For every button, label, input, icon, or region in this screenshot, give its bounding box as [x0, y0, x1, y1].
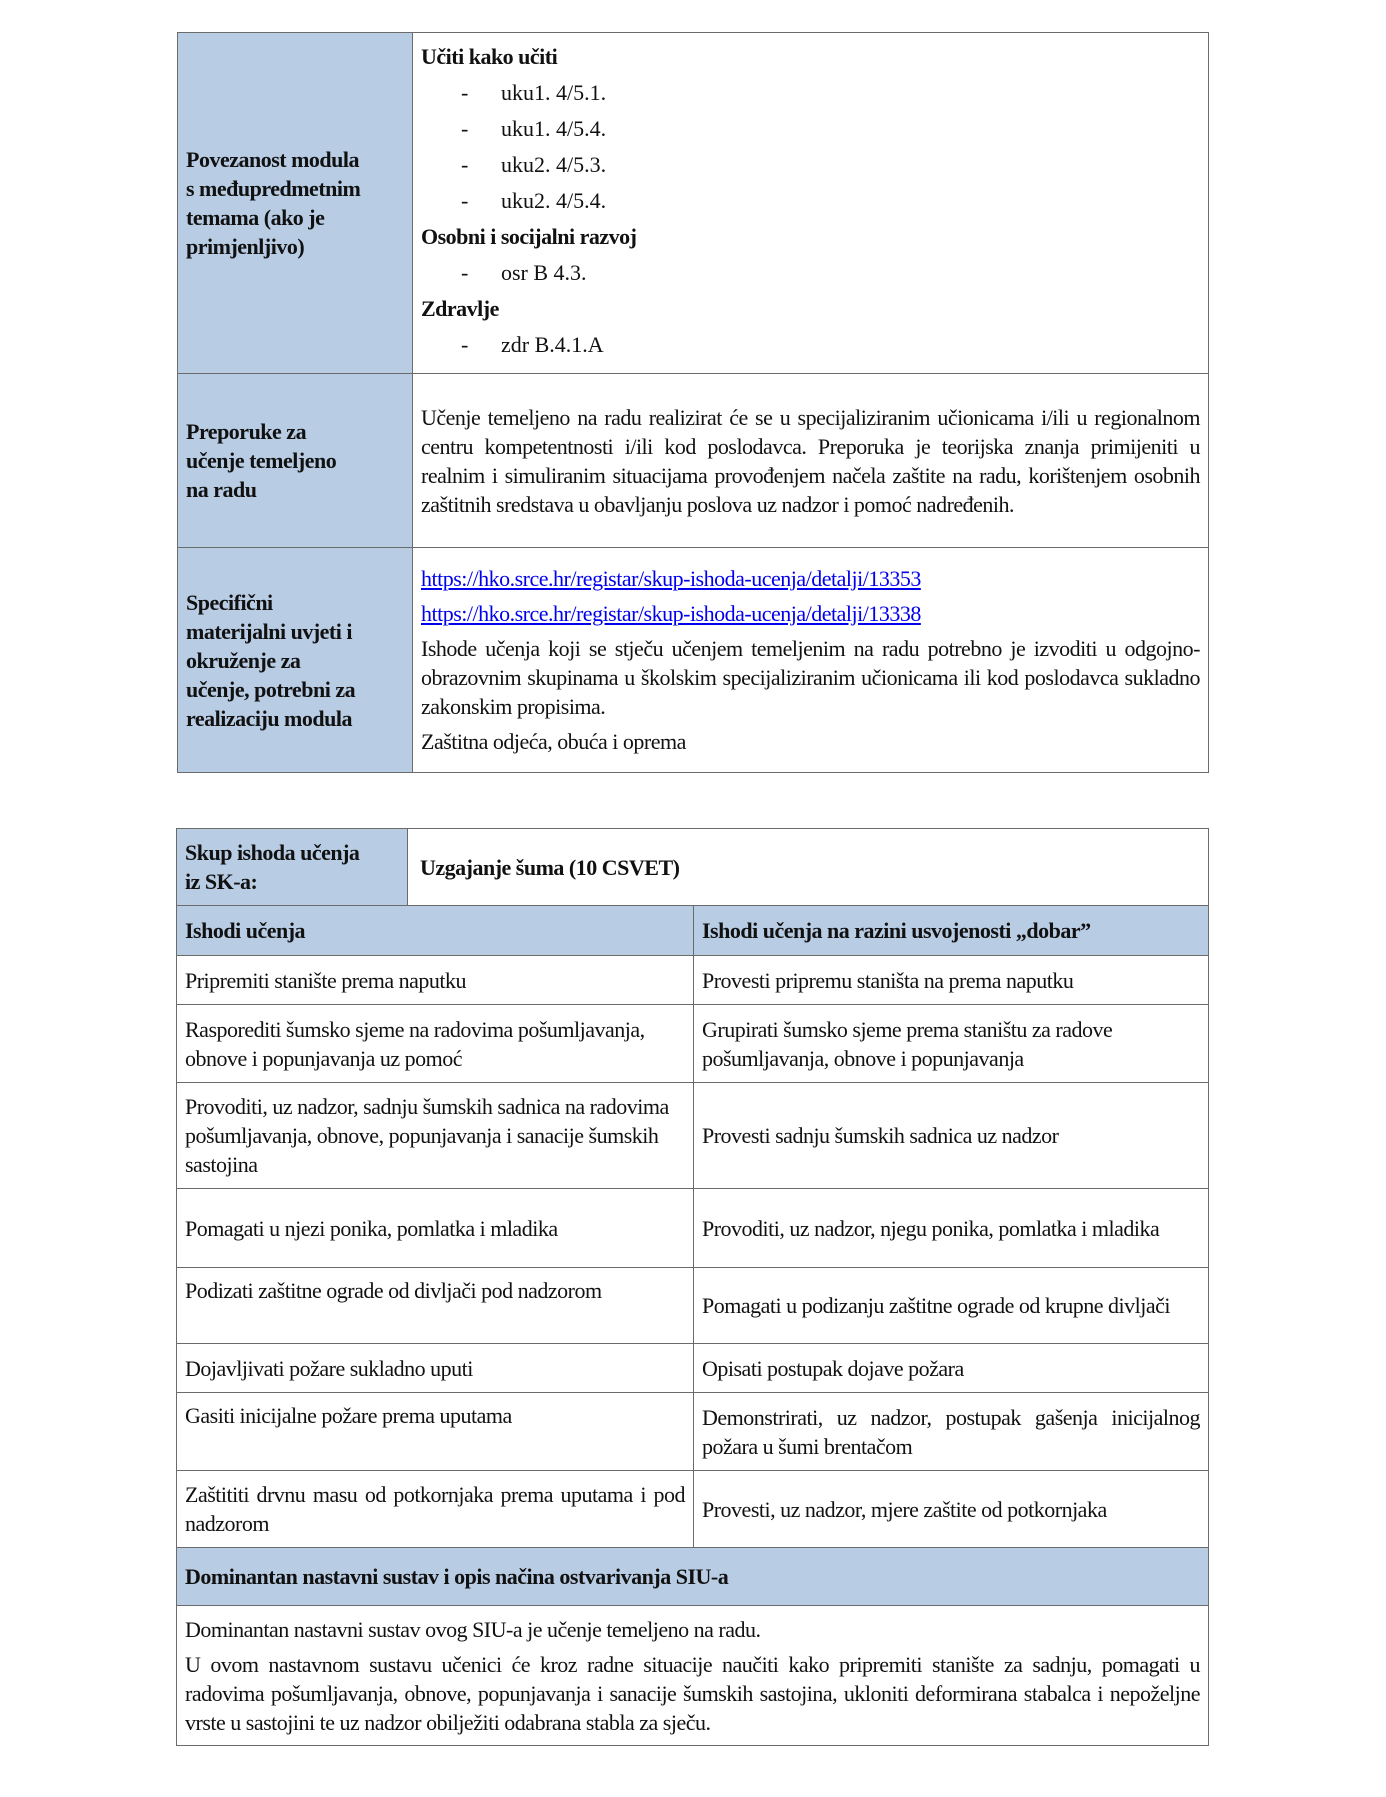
label-line: učenje temeljeno: [186, 448, 337, 473]
bullet-dash: -: [461, 116, 469, 141]
recommendation-text: Učenje temeljeno na radu realizirat će se u specijaliziranim učionicama i/ili u regionalnom centru kompetentnosti i/ili kod poslodavca. Preporuka je teorijska znanja primijeniti u realnim i simuliranim situacijama provođenjem načela zaštite na radu, korištenjem osobnih zaštitnih sredstava u obavljanju poslova uz nadzor i pomoć nadređenih.: [421, 404, 1200, 517]
good-level-cell: [694, 1393, 1209, 1471]
section-paragraph: Dominantan nastavni sustav ovog SIU-a je učenje temeljeno na radu.: [185, 1616, 761, 1642]
header-text: Ishodi učenja: [185, 918, 306, 943]
outcome-cell: [177, 1189, 694, 1268]
good-level-cell: [694, 1005, 1209, 1083]
list-item-text: uku1. 4/5.4.: [501, 116, 607, 141]
group-title: Osobni i socijalni razvoj: [421, 224, 637, 249]
header-outcomes-good-level: [694, 906, 1209, 956]
outcome-text: Rasporediti šumsko sjeme na radovima pošumljavanja, obnove i popunjavanja uz pomoć: [185, 1016, 645, 1071]
outcome-text: Podizati zaštitne ograde od divljači pod nadzorom: [185, 1278, 602, 1303]
table-row: [177, 1471, 1209, 1548]
table-row: [177, 1083, 1209, 1189]
bullet-dash: -: [461, 332, 469, 357]
outcome-cell: [177, 1344, 694, 1393]
material-conditions-content: [413, 548, 1209, 773]
outcome-cell: [177, 1471, 694, 1548]
cross-curricular-content: [413, 33, 1209, 374]
list-item-text: osr B 4.3.: [501, 260, 587, 285]
bullet-dash: -: [461, 188, 469, 213]
good-level-text: Pomagati u podizanju zaštitne ograde od krupne divljači: [702, 1293, 1170, 1318]
label-line: primjenljivo): [186, 234, 305, 259]
good-level-cell: [694, 1083, 1209, 1189]
bullet-dash: -: [461, 80, 469, 105]
label-work-based-learning: [178, 374, 413, 548]
section-header-text: Dominantan nastavni sustav i opis načina ostvarivanja SIU-a: [185, 1564, 729, 1589]
row-material-conditions: [178, 548, 1209, 773]
good-level-cell: [694, 1344, 1209, 1393]
outcome-cell: [177, 1268, 694, 1344]
label-line: učenje, potrebni za: [186, 676, 356, 702]
label-line: Preporuke za: [186, 419, 307, 444]
outcome-text: Provoditi, uz nadzor, sadnju šumskih sadnica na radovima pošumljavanja, obnove, popunjavanja i sanacije šumskih sastojina: [185, 1094, 669, 1177]
good-level-text: Demonstrirati, uz nadzor, postupak gašenja inicijalnog požara u šumi brentačom: [702, 1404, 1201, 1459]
good-level-text: Provesti pripremu staništa na prema naputku: [702, 967, 1074, 993]
row-outcome-set: [177, 829, 1209, 906]
list-item: [421, 327, 1200, 363]
label-line: realizaciju modula: [186, 705, 352, 731]
section-paragraph: U ovom nastavnom sustavu učenici će kroz radne situacije naučiti kako pripremiti stanište za sadnju, pomagati u radovima pošumljavanja, obnove, popunjavanja i sanacije šumskih sastojina, ukloniti deformirana stabalca i nepoželjne vrste u sastojini te uz nadzor obilježiti odabrana stabla za sječu.: [185, 1651, 1201, 1735]
list-item: [421, 183, 1200, 219]
good-level-cell: [694, 956, 1209, 1005]
outcome-text: Pripremiti stanište prema naputku: [185, 967, 467, 993]
header-learning-outcomes: [177, 906, 694, 956]
list-item: [421, 75, 1200, 111]
outcome-text: Pomagati u njezi ponika, pomlatka i mladika: [185, 1215, 558, 1241]
list-item-text: zdr B.4.1.A: [501, 332, 604, 357]
section-header-teaching-system: [177, 1548, 1209, 1606]
equipment-text: Zaštitna odjeća, obuća i oprema: [421, 729, 686, 754]
label-line: temama (ako je: [186, 205, 325, 230]
header-text: Ishodi učenja na razini usvojenosti „dobar”: [702, 918, 1091, 943]
good-level-cell: [694, 1268, 1209, 1344]
table-row: [177, 1344, 1209, 1393]
list-item: [421, 255, 1200, 291]
row-column-headers: [177, 906, 1209, 956]
label-line: okruženje za: [186, 647, 301, 673]
label-line: materijalni uvjeti i: [186, 618, 352, 644]
list-item-text: uku2. 4/5.4.: [501, 188, 607, 213]
good-level-text: Opisati postupak dojave požara: [702, 1355, 964, 1381]
work-based-learning-content: [413, 374, 1209, 548]
list-item-text: uku2. 4/5.3.: [501, 152, 607, 177]
outcome-cell: [177, 1393, 694, 1471]
good-level-text: Provesti sadnju šumskih sadnica uz nadzor: [702, 1123, 1059, 1148]
module-info-table: [177, 32, 1209, 773]
outcome-set-title: Uzgajanje šuma (10 CSVET): [420, 854, 680, 880]
outcome-cell: [177, 956, 694, 1005]
hko-link-13353[interactable]: https://hko.srce.hr/registar/skup-ishoda-ucenja/detalji/13353: [421, 566, 921, 591]
label-cross-curricular: [178, 33, 413, 374]
table-row: [177, 1393, 1209, 1471]
section-content-teaching-system: [177, 1606, 1209, 1746]
outcome-text: Dojavljivati požare sukladno uputi: [185, 1355, 473, 1381]
conditions-text: Ishode učenja koji se stječu učenjem temeljenim na radu potrebno je izvoditi u odgojno-obrazovnim skupinama u školskim specijaliziranim učionicama ili kod poslodavca sukladno zakonskim propisima.: [421, 636, 1200, 719]
row-section-content: [177, 1606, 1209, 1746]
list-item-text: uku1. 4/5.1.: [501, 80, 607, 105]
hko-link-13338[interactable]: https://hko.srce.hr/registar/skup-ishoda-ucenja/detalji/13338: [421, 601, 921, 626]
bullet-dash: -: [461, 152, 469, 177]
list-item: [421, 147, 1200, 183]
group-title: Zdravlje: [421, 296, 499, 321]
label-outcome-set: [177, 829, 408, 906]
label-line: s međupredmetnim: [186, 176, 361, 201]
good-level-text: Grupirati šumsko sjeme prema staništu za radove pošumljavanja, obnove i popunjavanja: [702, 1016, 1113, 1071]
group-title: Učiti kako učiti: [421, 44, 558, 69]
outcome-text: Zaštititi drvnu masu od potkornjaka prema uputama i pod nadzorom: [185, 1482, 685, 1536]
learning-outcomes-table: [176, 828, 1209, 1746]
label-line: Povezanost modula: [186, 147, 359, 172]
bullet-dash: -: [461, 260, 469, 285]
good-level-cell: [694, 1189, 1209, 1268]
good-level-cell: [694, 1471, 1209, 1548]
outcome-text: Gasiti inicijalne požare prema uputama: [185, 1403, 512, 1428]
label-line: na radu: [186, 477, 257, 502]
row-section-header: [177, 1548, 1209, 1606]
good-level-text: Provesti, uz nadzor, mjere zaštite od potkornjaka: [702, 1496, 1107, 1522]
table-row: [177, 1189, 1209, 1268]
row-cross-curricular: [178, 33, 1209, 374]
table-row: [177, 956, 1209, 1005]
outcome-cell: [177, 1083, 694, 1189]
outcome-cell: [177, 1005, 694, 1083]
list-item: [421, 111, 1200, 147]
row-work-based-learning: [178, 374, 1209, 548]
outcome-set-value: [408, 829, 1209, 906]
table-row: [177, 1005, 1209, 1083]
table-row: [177, 1268, 1209, 1344]
label-line: Specifični: [186, 589, 273, 615]
label-line: iz SK-a:: [185, 869, 258, 894]
good-level-text: Provoditi, uz nadzor, njegu ponika, pomlatka i mladika: [702, 1215, 1160, 1241]
label-material-conditions: [178, 548, 413, 773]
label-line: Skup ishoda učenja: [185, 840, 360, 865]
